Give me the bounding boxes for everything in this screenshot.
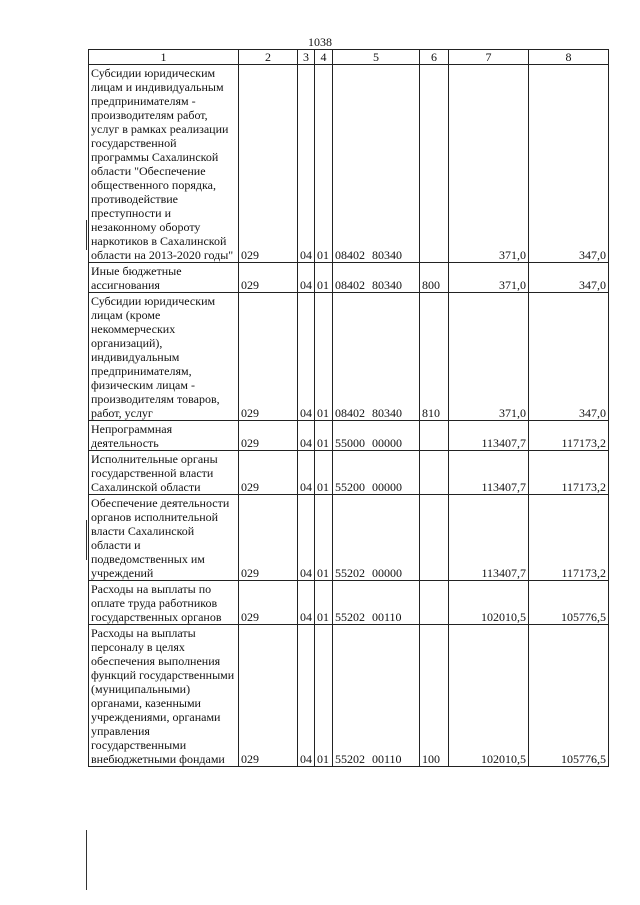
amount-col8: 105776,5 xyxy=(529,625,609,767)
margin-line xyxy=(86,520,87,560)
subsection-code: 01 xyxy=(315,263,333,293)
section-code: 04 xyxy=(298,293,315,421)
target-code: 55000 00000 xyxy=(333,421,420,451)
page-number: 1038 xyxy=(308,35,332,49)
amount-col8: 117173,2 xyxy=(529,421,609,451)
subsection-code: 01 xyxy=(315,495,333,581)
section-code: 04 xyxy=(298,421,315,451)
row-name: Субсидии юридическим лицам (кроме некоммерческих организаций), индивидуальным предпринимателям, физическим лицам - производителям товаров, работ, услуг xyxy=(89,293,239,421)
expense-type xyxy=(420,65,449,263)
table-header-row xyxy=(89,50,609,65)
subsection-code: 01 xyxy=(315,625,333,767)
column-header: 8 xyxy=(529,50,609,65)
row-name: Исполнительные органы государственной власти Сахалинской области xyxy=(89,451,239,495)
subsection-code: 01 xyxy=(315,421,333,451)
row-name: Субсидии юридическим лицам и индивидуальным предпринимателям - производителям работ, услуг в рамках реализации государственной программы Сахалинской области "Обеспечение общественного порядка, противодействие преступности и незаконному обороту наркотиков в Сахалинской области на 2013-2020 годы" xyxy=(89,65,239,263)
column-header: 5 xyxy=(333,50,420,65)
target-code: 55202 00110 xyxy=(333,581,420,625)
target-code: 55202 00110 xyxy=(333,625,420,767)
subsection-code: 01 xyxy=(315,581,333,625)
table-row xyxy=(89,451,609,495)
amount-col7: 371,0 xyxy=(449,263,529,293)
column-header: 7 xyxy=(449,50,529,65)
table-row xyxy=(89,293,609,421)
section-code: 04 xyxy=(298,65,315,263)
amount-col8: 117173,2 xyxy=(529,495,609,581)
amount-col8: 347,0 xyxy=(529,293,609,421)
expense-type: 100 xyxy=(420,625,449,767)
expense-type xyxy=(420,581,449,625)
expense-type: 800 xyxy=(420,263,449,293)
ministry-code: 029 xyxy=(239,263,298,293)
column-header: 1 xyxy=(89,50,239,65)
table-row xyxy=(89,495,609,581)
row-name: Иные бюджетные ассигнования xyxy=(89,263,239,293)
row-name: Расходы на выплаты персоналу в целях обеспечения выполнения функций государственными (муниципальными) органами, казенными учреждениями, органами управления государственными внебюджетными фондами xyxy=(89,625,239,767)
target-code: 08402 80340 xyxy=(333,293,420,421)
table-row xyxy=(89,263,609,293)
ministry-code: 029 xyxy=(239,65,298,263)
table-row xyxy=(89,581,609,625)
table-row xyxy=(89,65,609,263)
amount-col8: 347,0 xyxy=(529,65,609,263)
target-code: 55202 00000 xyxy=(333,495,420,581)
section-code: 04 xyxy=(298,495,315,581)
expense-type xyxy=(420,421,449,451)
expense-type: 810 xyxy=(420,293,449,421)
amount-col7: 102010,5 xyxy=(449,625,529,767)
row-name: Непрограммная деятельность xyxy=(89,421,239,451)
section-code: 04 xyxy=(298,625,315,767)
table-row xyxy=(89,421,609,451)
ministry-code: 029 xyxy=(239,495,298,581)
budget-table xyxy=(88,49,609,767)
column-header: 2 xyxy=(239,50,298,65)
expense-type xyxy=(420,495,449,581)
amount-col7: 371,0 xyxy=(449,293,529,421)
ministry-code: 029 xyxy=(239,581,298,625)
margin-line xyxy=(86,220,87,250)
target-code: 08402 80340 xyxy=(333,65,420,263)
amount-col7: 371,0 xyxy=(449,65,529,263)
ministry-code: 029 xyxy=(239,625,298,767)
amount-col7: 102010,5 xyxy=(449,581,529,625)
subsection-code: 01 xyxy=(315,451,333,495)
ministry-code: 029 xyxy=(239,293,298,421)
row-name: Расходы на выплаты по оплате труда работников государственных органов xyxy=(89,581,239,625)
section-code: 04 xyxy=(298,581,315,625)
ministry-code: 029 xyxy=(239,421,298,451)
margin-line xyxy=(86,830,87,890)
subsection-code: 01 xyxy=(315,293,333,421)
row-name: Обеспечение деятельности органов исполнительной власти Сахалинской области и подведомственных им учреждений xyxy=(89,495,239,581)
column-header: 4 xyxy=(315,50,333,65)
amount-col7: 113407,7 xyxy=(449,495,529,581)
column-header: 6 xyxy=(420,50,449,65)
column-header: 3 xyxy=(298,50,315,65)
section-code: 04 xyxy=(298,451,315,495)
subsection-code: 01 xyxy=(315,65,333,263)
target-code: 08402 80340 xyxy=(333,263,420,293)
ministry-code: 029 xyxy=(239,451,298,495)
expense-type xyxy=(420,451,449,495)
amount-col8: 117173,2 xyxy=(529,451,609,495)
amount-col8: 347,0 xyxy=(529,263,609,293)
amount-col7: 113407,7 xyxy=(449,451,529,495)
table-row xyxy=(89,625,609,767)
section-code: 04 xyxy=(298,263,315,293)
amount-col7: 113407,7 xyxy=(449,421,529,451)
amount-col8: 105776,5 xyxy=(529,581,609,625)
target-code: 55200 00000 xyxy=(333,451,420,495)
